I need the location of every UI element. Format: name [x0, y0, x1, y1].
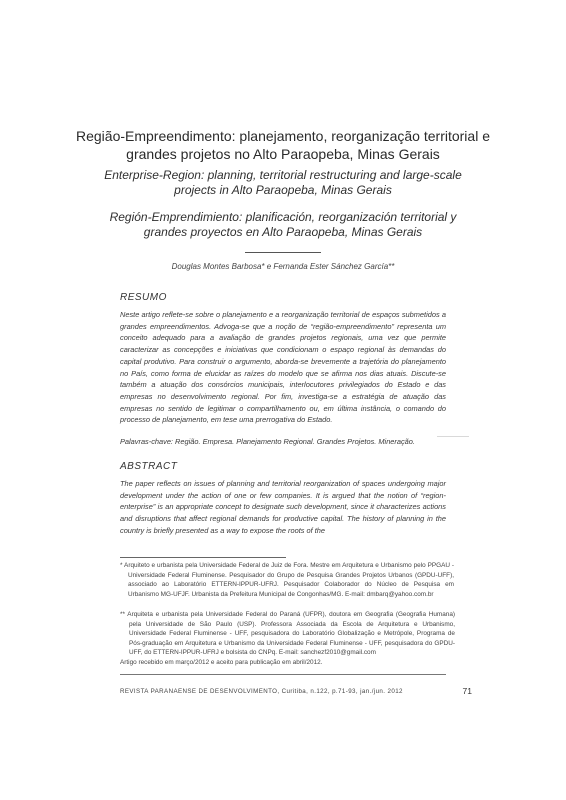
footer-divider: [120, 674, 446, 675]
abstract-paragraph: The paper reflects on issues of planning and territorial reorganization of spaces undergoing major development under the action of one or few companies. It is argued that the notion of “region-enterprise” is an appropriate concept to designate such development, since it characterizes actions and disruptions that affect regional demands for productive capital. The history of planning in the country is briefly presented as a way to expose the roots of the: [120, 479, 446, 535]
scan-mark: [437, 436, 469, 437]
footnote-divider: [120, 557, 286, 558]
title-divider: [245, 252, 321, 253]
page-number: 71: [462, 686, 472, 696]
footnote-second-author: ** Arquiteta e urbanista pela Universidade Federal do Paraná (UFPR), doutora em Geografia (Geografia Humana) pela Universidade de São Paulo (USP). Professora Associada da Escola de Arquitetura e Urbanismo, Universidade Federal Fluminense - UFF, pesquisadora do Laboratório Globalização e Metrópole, Programa de Pós-graduação em Arquitetura e Urbanismo da Universidade Federal Fluminense - UFF, pesquisadora do GPDU-UFF, do ETTERN-IPPUR-UFRJ e bolsista do CNPq. E-mail: sanchezf2010@gmail.com: [120, 611, 455, 657]
title-english: Enterprise-Region: planning, territorial restructuring and large-scale projects in Alto Paraopeba, Minas Gerais: [104, 168, 462, 197]
keywords-line: Palavras-chave: Região. Empresa. Planejamento Regional. Grandes Projetos. Mineração.: [120, 437, 415, 446]
resumo-paragraph: Neste artigo reflete-se sobre o planejamento e a reorganização territorial de espaços submetidos a grandes empreendimentos. Advoga-se que a noção de “região-empreendimento” representa um conceito adequado para a avaliação de grandes projetos regionais, uma vez que permite caracterizar as concepções e iniciativas que condicionam o espaço regional às demandas do capital produtivo. Para construir o argumento, aborda-se brevemente a trajetória do planejamento no País, como forma de elucidar as raízes do modelo que se afirma nos dias atuais. Discute-se também a atuação dos consórcios municipais, interlocutores privilegiados do Estado e das empresas no desenvolvimento regional. Por fim, investiga-se a estratégia de atuação das empresas no sentido de legitimar o compartilhamento ou, em última instância, o comando do processo de planejamento, em tese uma prerrogativa do Estado.: [120, 310, 446, 425]
journal-citation: REVISTA PARANAENSE DE DESENVOLVIMENTO, Curitiba, n.122, p.71-93, jan./jun. 2012: [120, 688, 403, 695]
received-note: Artigo recebido em março/2012 e aceito para publicação em abril/2012.: [120, 659, 323, 666]
abstract-heading: ABSTRACT: [120, 461, 178, 472]
footnote-first-author: * Arquiteto e urbanista pela Universidade Federal de Juiz de Fora. Mestre em Arquitetura e Urbanismo pelo PPGAU - Universidade Federal Fluminense. Pesquisador do Grupo de Pesquisa Grandes Projetos Urbanos (GPDU-UFF), associado ao Laboratório ETTERN-IPPUR-UFRJ. Pesquisador Colaborador do Núcleo de Pesquisa em Urbanismo MG-UFJF. Urbanista da Prefeitura Municipal de Congonhas/MG. E-mail: dmbarq@yahoo.com.br: [120, 562, 454, 598]
title-portuguese: Região-Empreendimento: planejamento, reorganização territorial e grandes projetos no Alto Paraopeba, Minas Gerais: [75, 128, 490, 162]
authors-line: Douglas Montes Barbosa* e Fernanda Ester Sánchez García**: [171, 262, 395, 271]
resumo-heading: RESUMO: [120, 292, 167, 303]
title-spanish: Región-Emprendimiento: planificación, reorganización territorial y grandes proyectos en Alto Paraopeba, Minas Gerais: [109, 210, 457, 239]
